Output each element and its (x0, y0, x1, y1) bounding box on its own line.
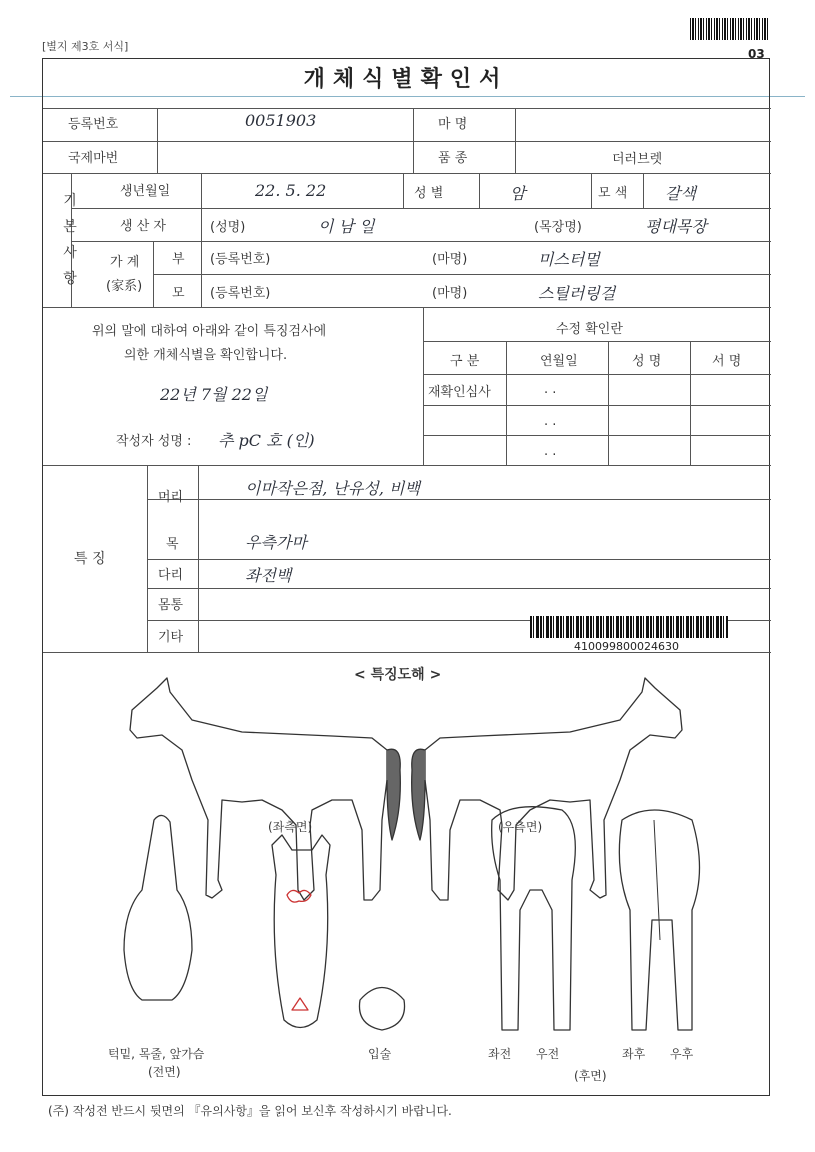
basic-section-label: 기 본 사 항 (63, 193, 77, 287)
body-label: 몸통 (158, 598, 184, 613)
writer-value: 추 pC 호 (인) (218, 431, 315, 450)
producer-name-value: 이 남 일 (318, 217, 375, 236)
statement-line2: 의한 개체식별을 확인합니다. (124, 348, 288, 363)
right-fore-caption: 우전 (536, 1047, 560, 1061)
front-view-horse (124, 815, 192, 1000)
pedigree-sub: (家系) (106, 279, 143, 294)
head-label: 머리 (158, 490, 184, 505)
row1-date: . . (544, 382, 557, 397)
reg-no-value: 0051903 (245, 111, 317, 130)
feature-barcode (530, 616, 728, 638)
confirm-date: 22년 7월 22일 (160, 385, 268, 404)
col-date: 연월일 (540, 354, 578, 369)
color-value: 갈색 (665, 184, 696, 203)
writer-label: 작성자 성명 : (116, 434, 192, 449)
sire-label: 부 (172, 252, 185, 267)
sex-label: 성 별 (414, 186, 444, 201)
row3-date: . . (544, 444, 557, 459)
reg-no-label: 등록번호 (68, 117, 119, 132)
left-side-caption: (좌측면) (268, 820, 313, 834)
legs-label: 다리 (158, 568, 184, 583)
horse-diagrams (42, 650, 770, 1090)
feature-barcode-number: 410099800024630 (574, 640, 679, 653)
statement-line1: 위의 말에 대하여 아래와 같이 특징검사에 (92, 324, 327, 339)
producer-label: 생 산 자 (120, 219, 166, 234)
intl-no-label: 국제마번 (68, 151, 119, 166)
dam-name-value: 스틸러링걸 (538, 284, 616, 303)
correction-title: 수정 확인란 (556, 322, 623, 337)
left-hind-caption: 좌후 (622, 1047, 646, 1061)
col-sign: 서 명 (712, 354, 742, 369)
farm-value: 평대목장 (645, 217, 707, 236)
form-number: [별지 제3호 서식] (42, 40, 129, 53)
dam-name-prefix: (마명) (432, 286, 468, 301)
page-code: 03 (748, 47, 765, 61)
col-type: 구 분 (450, 354, 480, 369)
farm-prefix: (목장명) (534, 220, 582, 235)
pedigree-label: 가 계 (110, 255, 140, 270)
front-caption: 턱밑, 목줄, 앞가슴 (108, 1047, 205, 1061)
legs-value: 좌전백 (245, 566, 292, 585)
col-name: 성 명 (632, 354, 662, 369)
other-label: 기타 (158, 630, 184, 645)
birth-label: 생년월일 (120, 184, 171, 199)
sire-reg-prefix: (등록번호) (210, 252, 271, 267)
diagram-title: < 특징도해 > (354, 667, 442, 683)
horse-name-label: 마 명 (438, 117, 468, 132)
color-label: 모 색 (598, 186, 628, 201)
head-value: 이마작은점, 난유성, 비백 (245, 479, 420, 498)
row2-date: . . (544, 414, 557, 429)
muzzle-caption: 입술 (368, 1047, 392, 1061)
top-barcode (690, 18, 768, 40)
producer-name-prefix: (성명) (210, 220, 246, 235)
birth-value: 22. 5. 22 (255, 181, 327, 200)
document-title: 개체식별확인서 (303, 67, 509, 92)
rear-caption: (후면) (574, 1069, 607, 1083)
dam-reg-prefix: (등록번호) (210, 286, 271, 301)
breed-label: 품 종 (438, 151, 468, 166)
dam-label: 모 (172, 286, 185, 301)
right-side-horse (425, 678, 682, 900)
row1-label: 재확인심사 (428, 385, 491, 400)
neck-label: 목 (166, 537, 179, 552)
front-subcaption: (전면) (148, 1065, 181, 1079)
sex-value: 암 (510, 184, 526, 203)
muzzle-view (359, 988, 404, 1031)
right-hind-caption: 우후 (670, 1047, 694, 1061)
sire-name-prefix: (마명) (432, 252, 468, 267)
left-fore-caption: 좌전 (488, 1047, 512, 1061)
features-section-label: 특 징 (74, 551, 106, 567)
sire-name-value: 미스터멀 (538, 250, 600, 269)
footer-note: (주) 작성전 반드시 뒷면의 『유의사항』을 읽어 보신후 작성하시기 바랍니다. (48, 1104, 452, 1118)
left-side-horse (130, 678, 387, 900)
front-legs-view (492, 807, 576, 1030)
neck-value: 우측가마 (245, 533, 307, 552)
breed-value: 더러브렛 (612, 152, 663, 167)
right-side-caption: (우측면) (498, 820, 543, 834)
